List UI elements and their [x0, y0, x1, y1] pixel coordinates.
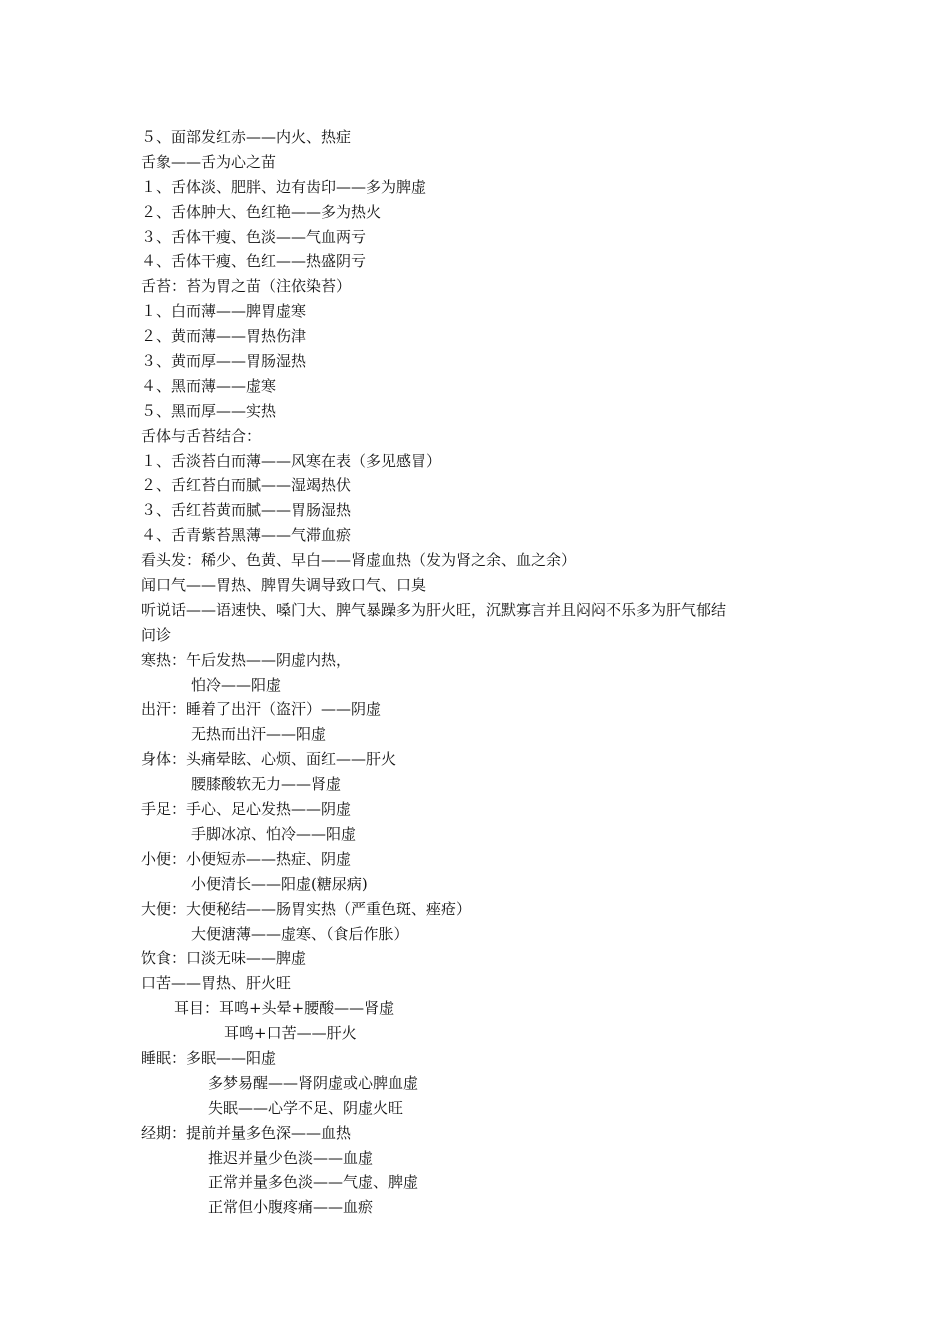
- text-line: 耳目：耳鸣+头晕+腰酸——肾虚: [174, 999, 395, 1018]
- text-line: 寒热：午后发热——阴虚内热，: [141, 650, 352, 669]
- text-line: 小便清长——阳虚(糖尿病): [191, 874, 368, 893]
- text-line: 饮食：口淡无味——脾虚: [141, 949, 307, 968]
- text-line: 无热而出汗——阳虚: [191, 725, 327, 744]
- text-line: 大便：大便秘结——肠胃实热（严重色斑、痤疮）: [141, 899, 472, 918]
- section-heading: 问诊: [141, 625, 172, 644]
- text-line: 看头发：稀少、色黄、早白——肾虚血热（发为肾之余、血之余）: [141, 551, 577, 570]
- text-line: 多梦易醒——肾阴虚或心脾血虚: [208, 1073, 419, 1092]
- text-line: ４、舌体干瘦、色红——热盛阴亏: [141, 252, 367, 271]
- text-line: 睡眠：多眠——阳虚: [141, 1048, 277, 1067]
- text-line: ３、黄而厚——胃肠湿热: [141, 352, 307, 371]
- text-line: 出汗：睡着了出汗（盗汗）——阴虚: [141, 700, 382, 719]
- text-line: 听说话——语速快、嗓门大、脾气暴躁多为肝火旺，沉默寡言并且闷闷不乐多为肝气郁结: [141, 600, 727, 619]
- section-heading: 舌体与舌苔结合：: [141, 426, 262, 445]
- text-line: 推迟并量少色淡——血虚: [208, 1148, 374, 1167]
- text-line: １、白而薄——脾胃虚寒: [141, 302, 307, 321]
- text-line: ４、舌青紫苔黑薄——气滞血瘀: [141, 526, 352, 545]
- text-line: 闻口气——胃热、脾胃失调导致口气、口臭: [141, 576, 427, 595]
- document-body: [141, 125, 841, 1220]
- text-line: ５、黑而厚——实热: [141, 401, 277, 420]
- text-line: ３、舌红苔黄而腻——胃肠湿热: [141, 501, 352, 520]
- text-line: 小便：小便短赤——热症、阴虚: [141, 849, 352, 868]
- text-line: ３、舌体干瘦、色淡——气血两亏: [141, 227, 367, 246]
- text-line: １、舌淡苔白而薄——风寒在表（多见感冒）: [141, 451, 442, 470]
- text-line: 怕冷——阳虚: [191, 675, 282, 694]
- text-line: 腰膝酸软无力——肾虚: [191, 775, 342, 794]
- text-line: ５、面部发红赤——内火、热症: [141, 128, 352, 146]
- text-line: 大便溏薄——虚寒、（食后作胀）: [191, 924, 409, 943]
- text-line: 手足：手心、足心发热——阴虚: [141, 800, 352, 819]
- text-line: 身体：头痛晕眩、心烦、面红——肝火: [141, 750, 397, 769]
- section-heading: 舌苔：苔为胃之苗（注依染苔）: [141, 277, 352, 296]
- text-line: 耳鸣+口苦——肝火: [224, 1024, 357, 1043]
- text-line: ２、舌体肿大、色红艳——多为热火: [141, 202, 382, 221]
- text-line: ２、黄而薄——胃热伤津: [141, 327, 307, 346]
- text-line: ２、舌红苔白而腻——湿竭热伏: [141, 476, 352, 495]
- text-line: ４、黑而薄——虚寒: [141, 376, 277, 395]
- text-line: 正常但小腹疼痛——血瘀: [208, 1198, 374, 1217]
- text-line: 口苦——胃热、肝火旺: [141, 974, 292, 993]
- text-line: 失眠——心学不足、阴虚火旺: [208, 1098, 404, 1117]
- text-line: 手脚冰凉、怕冷——阳虚: [191, 824, 357, 843]
- section-heading: 舌象——舌为心之苗: [141, 152, 277, 171]
- text-line: 经期：提前并量多色深——血热: [141, 1123, 352, 1142]
- text-line: 正常并量多色淡——气虚、脾虚: [208, 1173, 419, 1192]
- text-line: １、舌体淡、肥胖、边有齿印——多为脾虚: [141, 177, 427, 196]
